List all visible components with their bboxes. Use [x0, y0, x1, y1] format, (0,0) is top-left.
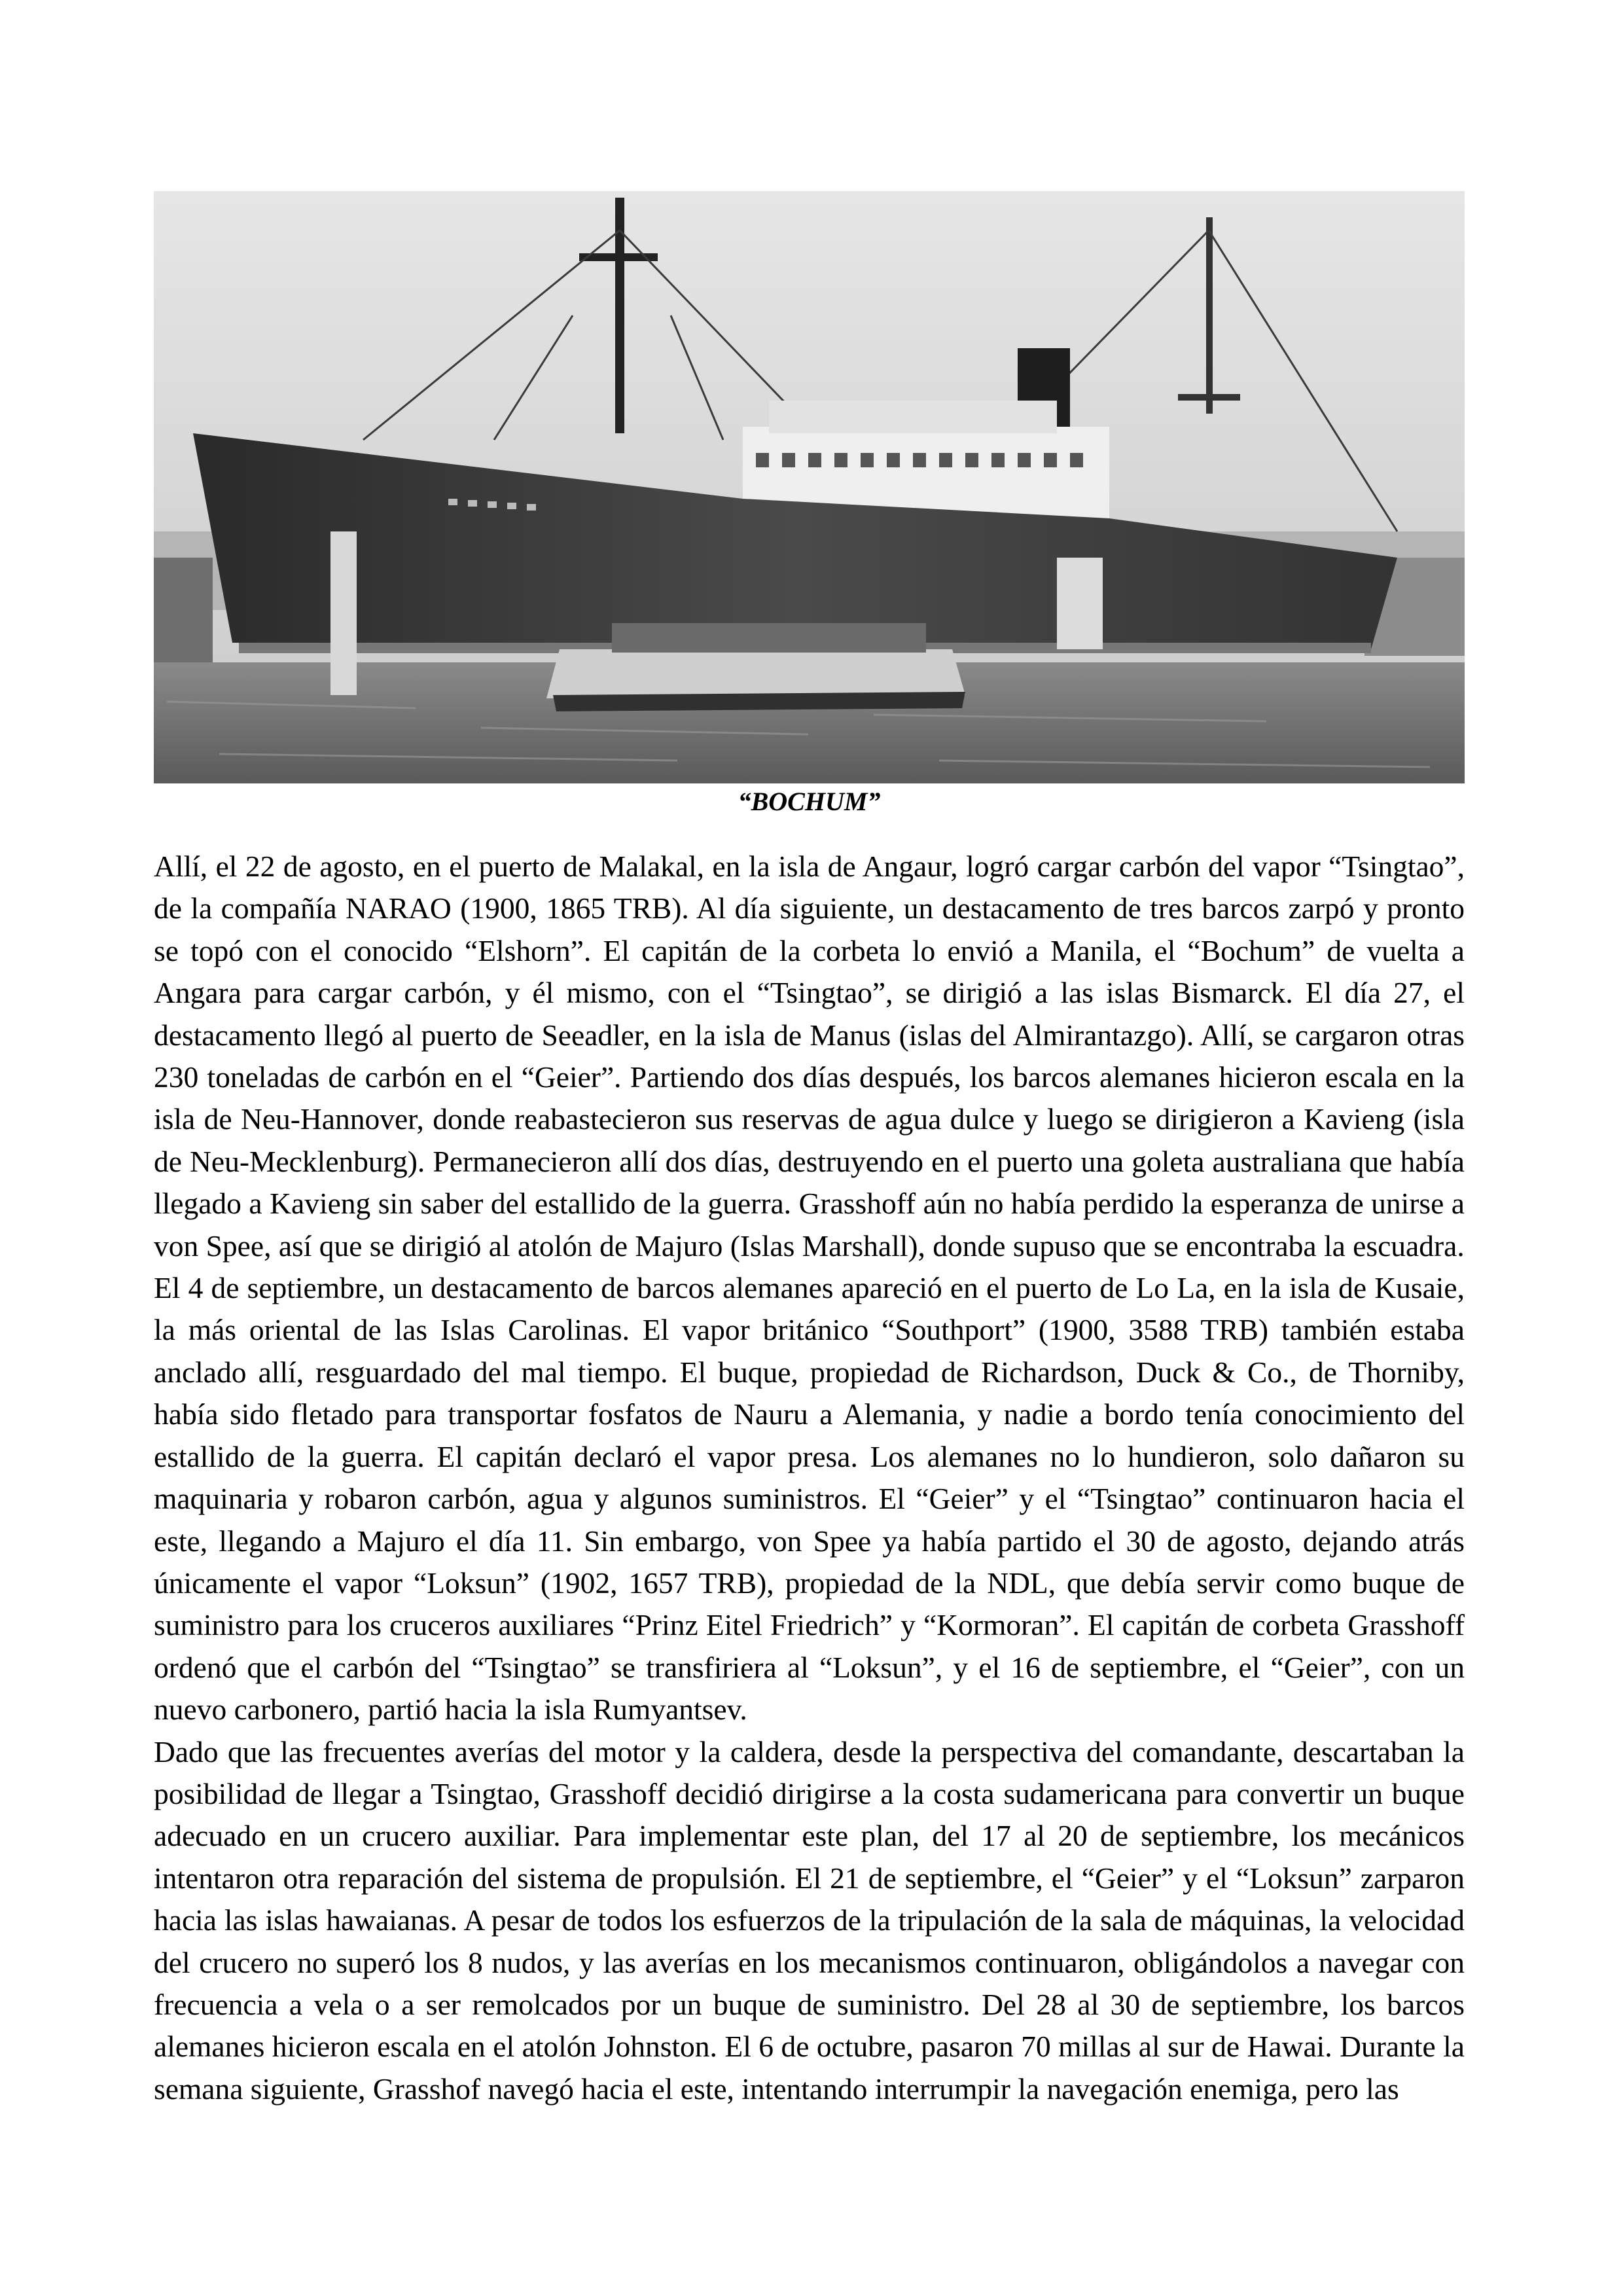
- ship-illustration: [154, 191, 1465, 783]
- body-text: [154, 846, 1465, 2110]
- photo-caption: “BOCHUM”: [738, 787, 881, 816]
- paragraph: El 4 de septiembre, un destacamento de barcos alemanes apareció en el puerto de Lo La, en la isla de Kusaie, la más oriental de las Islas Carolinas. El vapor británico “Southport” (1900, 3588 TRB) también estaba anclado allí, resguardado del mal tiempo. El buque, propiedad de Richardson, Duck & Co., de Thorniby, había sido fletado para transportar fosfatos de Nauru a Alemania, y nadie a bordo tenía conocimiento del estallido de la guerra. El capitán declaró el vapor presa. Los alemanes no lo hundieron, solo dañaron su maquinaria y robaron carbón, agua y algunos suministros. El “Geier” y el “Tsingtao” continuaron hacia el este, llegando a Majuro el día 11. Sin embargo, von Spee ya había partido el 30 de agosto, dejando atrás únicamente el vapor “Loksun” (1902, 1657 TRB), propiedad de la NDL, que debía servir como buque de suministro para los cruceros auxiliares “Prinz Eitel Friedrich” y “Kormoran”. El capitán de corbeta Grasshoff ordenó que el carbón del “Tsingtao” se transfiriera al “Loksun”, y el 16 de septiembre, el “Geier”, con un nuevo carbonero, partió hacia la isla Rumyantsev.: [154, 1271, 1465, 1727]
- ship-photo: [154, 191, 1465, 783]
- paragraph: Dado que las frecuentes averías del motor y la caldera, desde la perspectiva del comandante, descartaban la posibilidad de llegar a Tsingtao, Grasshoff decidió dirigirse a la costa sudamericana para convertir un buque adecuado en un crucero auxiliar. Para implementar este plan, del 17 al 20 de septiembre, los mecánicos intentaron otra reparación del sistema de propulsión. El 21 de septiembre, el “Geier” y el “Loksun” zarparon hacia las islas hawaianas. A pesar de todos los esfuerzos de la tripulación de la sala de máquinas, la velocidad del crucero no superó los 8 nudos, y las averías en los mecanismos continuaron, obligándolos a navegar con frecuencia a vela o a ser remolcados por un buque de suministro. Del 28 al 30 de septiembre, los barcos alemanes hicieron escala en el atolón Johnston. El 6 de octubre, pasaron 70 millas al sur de Hawai. Durante la semana siguiente, Grasshof navegó hacia el este, intentando interrumpir la navegación enemiga, pero las: [154, 1734, 1465, 2106]
- paragraph: Allí, el 22 de agosto, en el puerto de Malakal, en la isla de Angaur, logró cargar carbón del vapor “Tsingtao”, de la compañía NARAO (1900, 1865 TRB). Al día siguiente, un destacamento de tres barcos zarpó y pronto se topó con el conocido “Elshorn”. El capitán de la corbeta lo envió a Manila, el “Bochum” de vuelta a Angara para cargar carbón, y él mismo, con el “Tsingtao”, se dirigió a las islas Bismarck. El día 27, el destacamento llegó al puerto de Seeadler, en la isla de Manus (islas del Almirantazgo). Allí, se cargaron otras 230 toneladas de carbón en el “Geier”. Partiendo dos días después, los barcos alemanes hicieron escala en la isla de Neu-Hannover, donde reabastecieron sus reservas de agua dulce y luego se dirigieron a Kavieng (isla de Neu-Mecklenburg). Permanecieron allí dos días, destruyendo en el puerto una goleta australiana que había llegado a Kavieng sin saber del estallido de la guerra. Grasshoff aún no había perdido la esperanza de unirse a von Spee, así que se dirigió al atolón de Majuro (Islas Marshall), donde supuso que se encontraba la escuadra.: [154, 850, 1465, 1263]
